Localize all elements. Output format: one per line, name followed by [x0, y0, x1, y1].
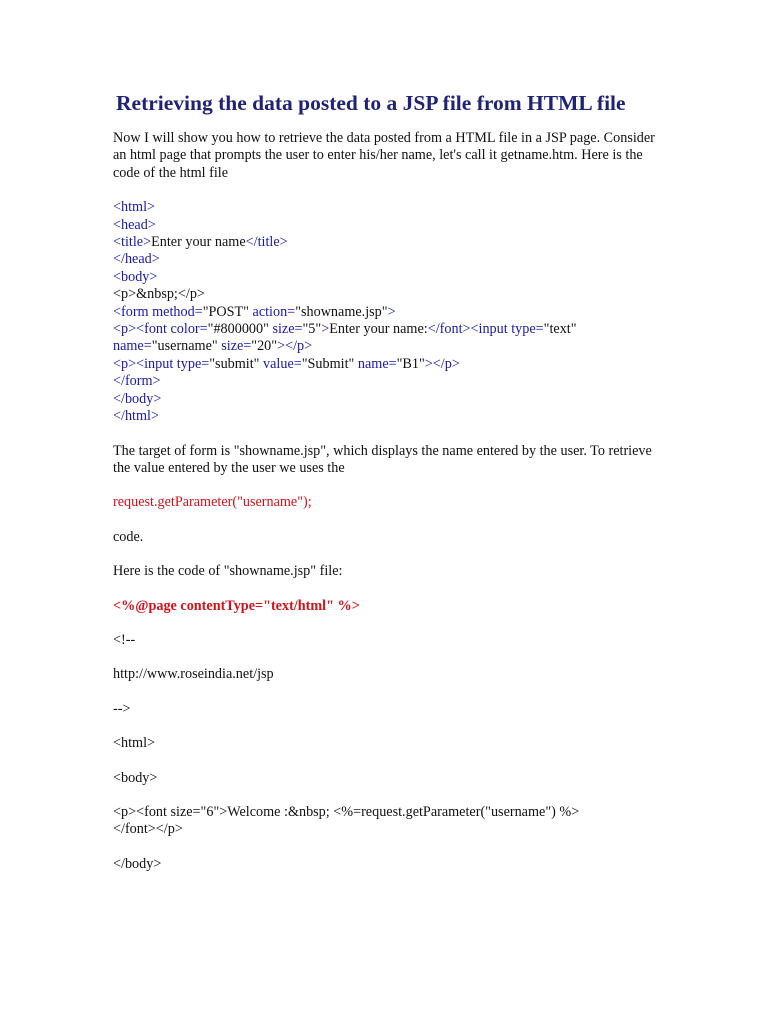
- code-line: <p>&nbsp;</p>: [113, 286, 205, 303]
- code-token: Enter your name:: [329, 321, 428, 338]
- code-token: <form method=: [113, 303, 203, 320]
- code-token: size=: [268, 321, 303, 338]
- code-token: Enter your name: [151, 234, 246, 251]
- intro-paragraph: Now I will show you how to retrieve the data posted from a HTML file in a JSP page. Consider an html page that prompts the user to enter his/her name, let's call it getname.htm. Here is the code of the html file: [113, 130, 655, 181]
- code-token: >: [321, 321, 330, 338]
- code-line: [113, 321, 668, 356]
- code-token: "Submit": [301, 355, 355, 372]
- comment-url: http://www.roseindia.net/jsp: [113, 666, 274, 683]
- comment-close: -->: [113, 700, 131, 717]
- code-line: <body>: [113, 268, 158, 285]
- code-line: <head>: [113, 216, 156, 233]
- code-token: size=: [217, 338, 252, 355]
- code-token: ></p>: [424, 355, 460, 372]
- code-line: </head>: [113, 251, 160, 268]
- code-word: code.: [113, 528, 144, 545]
- target-paragraph: The target of form is "showname.jsp", which displays the name entered by the user. To retrieve the value entered by the user we uses the: [113, 442, 652, 476]
- code-token: "B1": [396, 355, 425, 372]
- code-token: "username": [151, 338, 218, 355]
- code-token: action=: [248, 303, 296, 320]
- jsp-welcome-line: <p><font size="6">Welcome :&nbsp; <%=request.getParameter("username") %></font></p>: [113, 803, 580, 838]
- code-token: </font><input type=: [427, 321, 544, 338]
- code-token: "5": [302, 321, 322, 338]
- code-token: <p><font color=: [113, 321, 208, 338]
- code-token: "showname.jsp": [295, 303, 388, 320]
- code-token: value=: [259, 355, 302, 372]
- code-line: </body>: [113, 390, 162, 407]
- code-token: "text": [543, 321, 577, 338]
- code-line: [113, 304, 668, 321]
- comment-open: <!--: [113, 631, 136, 648]
- code-line: </form>: [113, 373, 161, 390]
- code-token: "20": [251, 338, 278, 355]
- code-token: <p><input type=: [113, 355, 210, 372]
- code-token: "submit": [209, 355, 260, 372]
- code-token: name=: [354, 355, 397, 372]
- code-token: <title>: [113, 234, 152, 251]
- html-code-block: [113, 199, 668, 425]
- code-line: </html>: [113, 408, 159, 425]
- jsp-body-close-tag: </body>: [113, 855, 162, 872]
- request-code-line: request.getParameter("username");: [113, 494, 312, 511]
- page-directive: <%@page contentType="text/html" %>: [113, 597, 360, 614]
- code-token: "POST": [202, 303, 249, 320]
- code-token: "#800000": [207, 321, 269, 338]
- page-title: Retrieving the data posted to a JSP file from HTML file: [116, 91, 626, 115]
- showname-intro: Here is the code of "showname.jsp" file:: [113, 563, 343, 580]
- code-line: <html>: [113, 199, 156, 216]
- code-token: name=: [113, 338, 152, 355]
- code-line: [113, 234, 668, 251]
- code-token: ></p>: [277, 338, 313, 355]
- code-token: </title>: [245, 234, 288, 251]
- jsp-body-tag: <body>: [113, 769, 158, 786]
- code-line: [113, 356, 668, 373]
- code-token: >: [387, 303, 396, 320]
- jsp-html-tag: <html>: [113, 735, 156, 752]
